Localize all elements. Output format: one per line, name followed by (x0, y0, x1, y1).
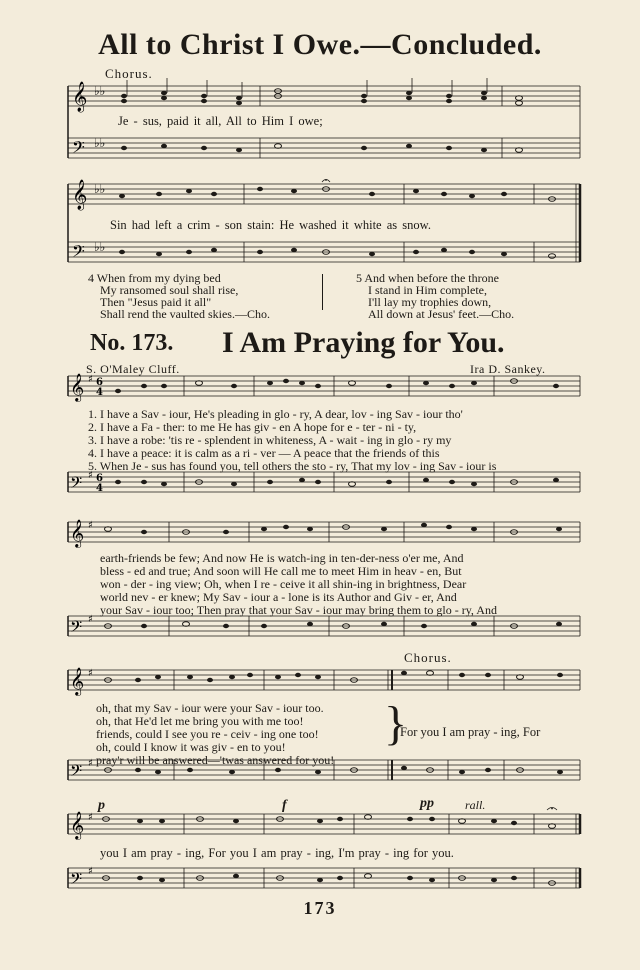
svg-text:♭♭: ♭♭ (94, 240, 106, 254)
hymn-title: I Am Praying for You. (222, 326, 505, 359)
svg-text:𝄞: 𝄞 (70, 519, 85, 547)
lyrics-s1-verse-4: 4. I have a peace: it is calm as a ri - ver — A peace that the friends of this (88, 446, 440, 460)
svg-text:6: 6 (96, 473, 103, 484)
lyrics-s2-verse-4: world nev - er knew; My Sav - iour a - lone is its Author and Giv - er, And (100, 590, 457, 604)
lyrics-s3-verse-5: pray'r will be answered—'twas answered for you! (96, 753, 335, 767)
svg-text:♯: ♯ (88, 668, 93, 679)
lyrics-s3-verse-1: oh, that my Sav - iour were your Sav - iour too. (96, 701, 324, 715)
dynamic-pp: pp (420, 796, 434, 811)
composer-credit: Ira D. Sankey. (470, 362, 546, 376)
verse-5-line-3: I'll lay my trophies down, (368, 295, 492, 309)
chorus-text-system-3: For you I am pray - ing, For (400, 725, 541, 739)
svg-text:𝄢: 𝄢 (70, 762, 83, 784)
svg-text:𝄞: 𝄞 (70, 373, 85, 401)
lyrics-s1-verse-5: 5. When Je - sus has found you, tell others the sto - ry, That my lov - ing Sav - iour is (88, 459, 497, 473)
svg-text:𝄢: 𝄢 (70, 618, 83, 640)
svg-text:♯: ♯ (88, 758, 93, 769)
concluded-title: All to Christ I Owe.—Concluded. (98, 28, 542, 61)
lyrics-hymn-system-1 (88, 408, 496, 473)
lyrics-s3-verse-4: oh, could I know it was giv - en to you! (96, 740, 286, 754)
verse-4-line-1: 4 When from my dying bed (88, 271, 221, 285)
lyrics-s2-verse-3: won - der - ing view; Oh, when I re - ceive it all shin-ing in brightness, Dear (100, 577, 467, 591)
verse-4-line-2: My ransomed soul shall rise, (100, 283, 239, 297)
lyrics-s1-verse-3: 3. I have a robe: 'tis re - splendent in whiteness, A - wait - ing in glo - ry my (88, 433, 452, 447)
svg-text:𝄞: 𝄞 (72, 180, 88, 210)
svg-text:𝄞: 𝄞 (72, 82, 88, 112)
svg-text:♭♭: ♭♭ (94, 136, 106, 150)
lyrics-s2-verse-5: your Sav - iour too; Then pray that your Sav - iour may bring them to glo - ry, And (100, 603, 497, 617)
verse-4 (88, 272, 270, 320)
lyrics-s2-verse-2: bless - ed and true; And soon will He call me to meet Him in heav - en, But (100, 564, 462, 578)
chorus-label-top: Chorus. (105, 66, 153, 81)
svg-text:♯: ♯ (88, 812, 93, 823)
svg-text:𝄢: 𝄢 (70, 474, 83, 496)
svg-text:♯: ♯ (88, 520, 93, 531)
svg-text:𝄞: 𝄞 (70, 811, 85, 839)
lyrics-s3-verse-2: oh, that He'd let me bring you with me too! (96, 714, 304, 728)
verse-4-line-4: Shall rend the vaulted skies.—Cho. (100, 307, 270, 321)
svg-text:♭♭: ♭♭ (94, 84, 106, 98)
hymn-header (0, 324, 640, 364)
svg-text:♯: ♯ (88, 614, 93, 625)
chorus-label-hymn: Chorus. (404, 650, 452, 665)
lyrics-hymn-system-2 (100, 552, 497, 617)
verses-divider (322, 274, 323, 310)
verse-brace: } (384, 697, 408, 750)
lyrics-s3-verse-3: friends, could I see you re - ceiv - ing one too! (96, 727, 319, 741)
verse-5-line-4: All down at Jesus' feet.—Cho. (368, 307, 515, 321)
svg-text:4: 4 (96, 387, 103, 398)
svg-text:♯: ♯ (88, 866, 93, 877)
dynamic-p: p (98, 798, 105, 813)
page-number: 173 (303, 898, 337, 918)
verse-5 (356, 272, 514, 320)
svg-text:𝄢: 𝄢 (70, 870, 83, 892)
dynamic-rall: rall. (465, 798, 486, 812)
lyrics-s2-verse-1: earth-friends be few; And now He is watch-ing in ten-der-ness o'er me, And (100, 551, 464, 565)
svg-text:𝄢: 𝄢 (72, 137, 85, 161)
svg-text:4: 4 (96, 483, 103, 494)
svg-text:♯: ♯ (88, 470, 93, 481)
author-credit: S. O'Maley Cluff. (86, 362, 180, 376)
lyrics-system-b: Sin had left a crim - son stain: He washed it white as snow. (110, 218, 431, 232)
dynamic-f: f (282, 798, 287, 813)
verse-5-line-2: I stand in Him complete, (368, 283, 487, 297)
hymn-number: No. 173. (90, 330, 174, 356)
verses-4-5 (60, 271, 580, 321)
lyrics-s1-verse-1: 1. I have a Sav - iour, He's pleading in glo - ry, A dear, lov - ing Sav - iour tho' (88, 407, 463, 421)
svg-text:𝄞: 𝄞 (70, 667, 85, 695)
svg-text:6: 6 (96, 377, 103, 388)
verse-5-line-1: 5 And when before the throne (356, 271, 499, 285)
svg-text:𝄢: 𝄢 (72, 241, 85, 265)
svg-text:♯: ♯ (88, 374, 93, 385)
lyrics-hymn-system-3 (96, 702, 334, 767)
svg-text:♭♭: ♭♭ (94, 182, 106, 196)
verse-4-line-3: Then "Jesus paid it all" (100, 295, 212, 309)
lyrics-system-a: Je - sus, paid it all, All to Him I owe; (118, 114, 323, 128)
lyrics-s1-verse-2: 2. I have a Fa - ther: to me He has giv - en A hope for e - ter - ni - ty, (88, 420, 417, 434)
lyrics-hymn-system-4: you I am pray - ing, For you I am pray - ing, I'm pray - ing for you. (100, 846, 454, 860)
